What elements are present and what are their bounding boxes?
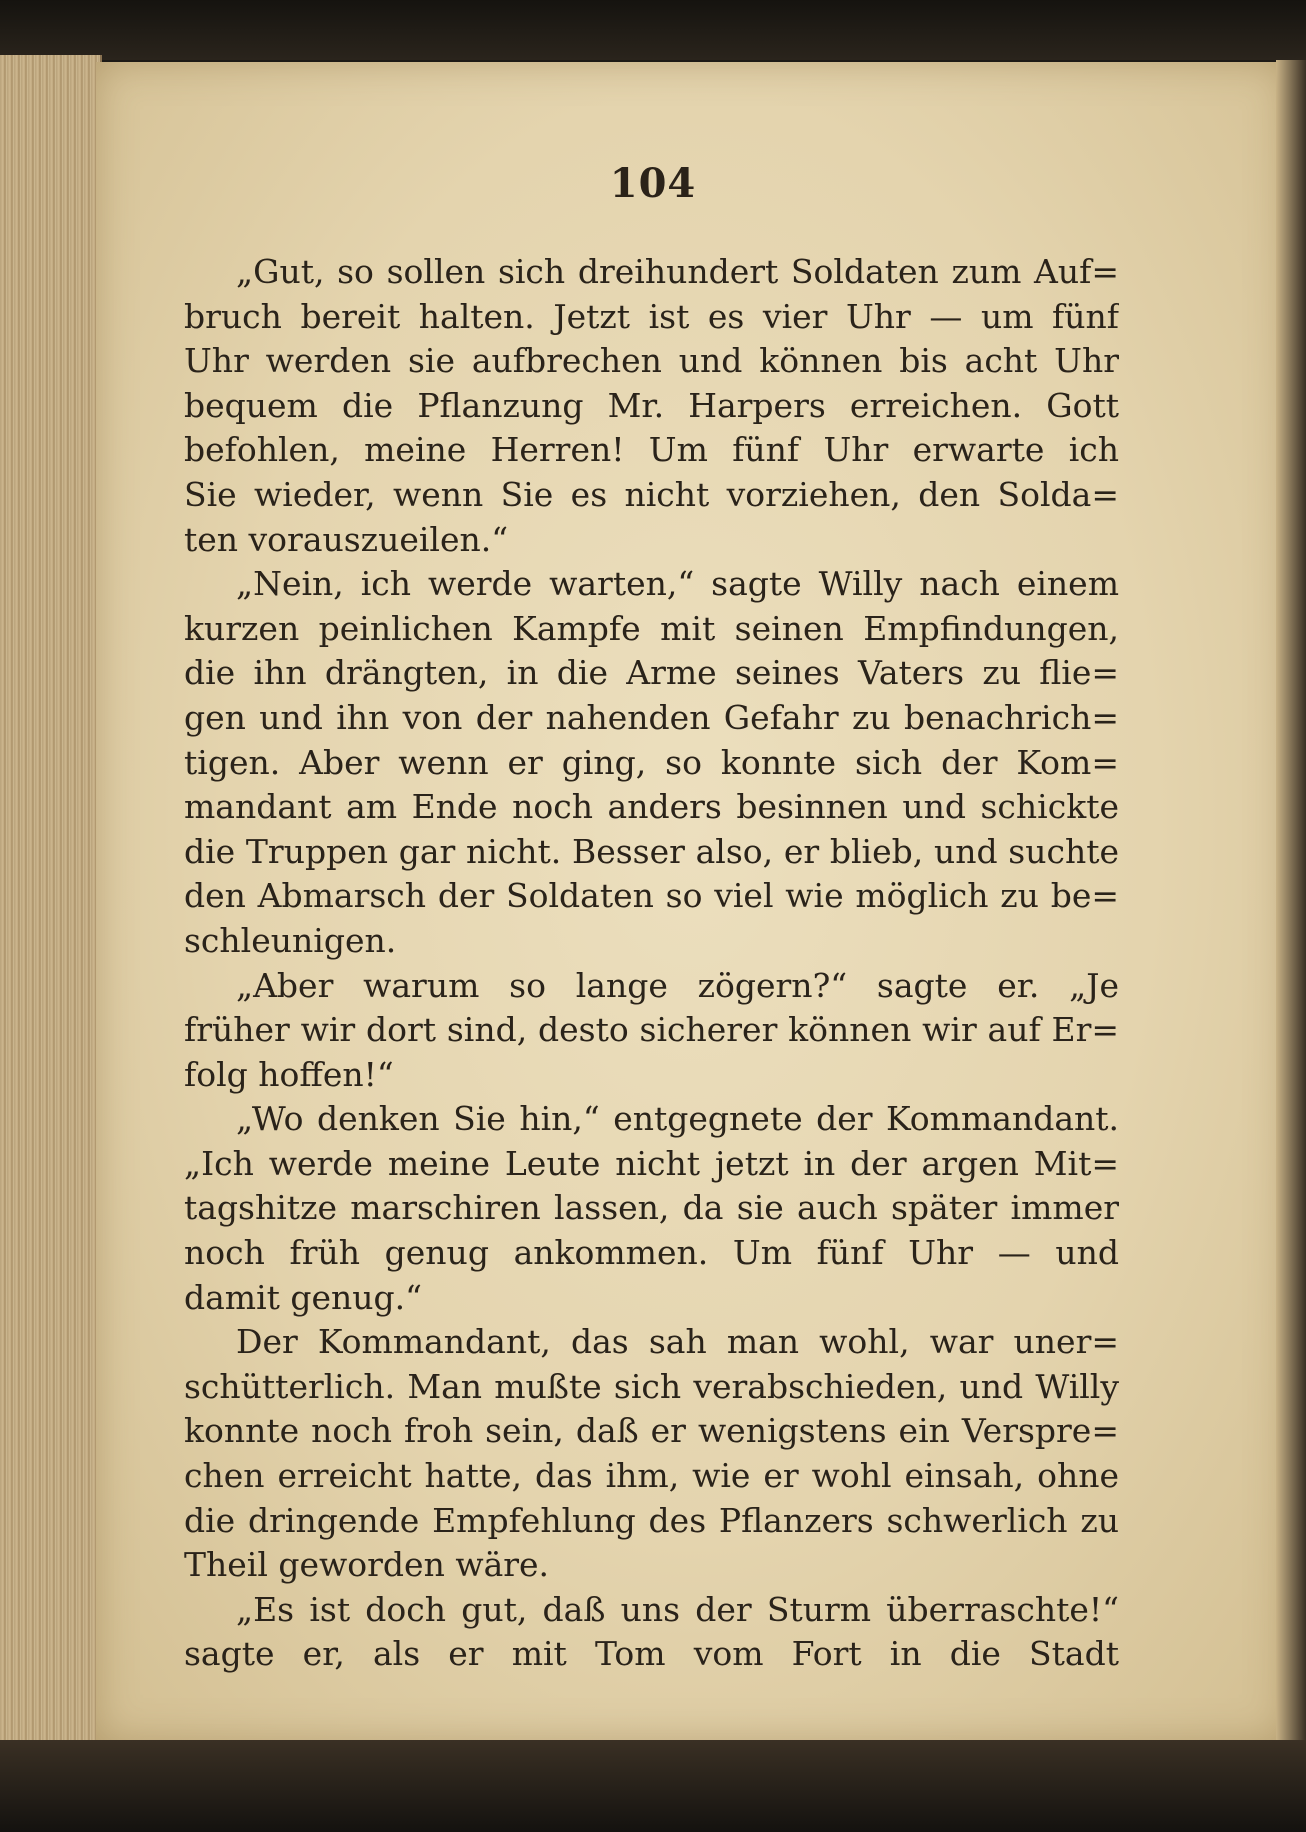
text-line: kurzen peinlichen Kampfe mit seinen Empfindungen,: [184, 608, 1119, 648]
book-page-edges-left: [0, 55, 102, 1745]
text-line: „Nein, ich werde warten,“ sagte Willy nach einem: [236, 564, 1119, 604]
text-line: „Aber warum so lange zögern?“ sagte er. „Je: [236, 965, 1119, 1005]
text-line: „Es ist doch gut, daß uns der Sturm überraschte!“: [236, 1589, 1119, 1629]
text-line: die ihn drängten, in die Arme seines Vaters zu flie=: [184, 653, 1119, 693]
text-line: bequem die Pflanzung Mr. Harpers erreichen. Gott: [184, 385, 1119, 425]
text-line: schütterlich. Man mußte sich verabschieden, und Willy: [184, 1366, 1119, 1406]
book-page-edge-right: [1276, 60, 1306, 1760]
book-cover-top-edge: [0, 0, 1306, 60]
text-line: chen erreicht hatte, das ihm, wie er wohl einsah, ohne: [184, 1456, 1119, 1496]
text-line: „Ich werde meine Leute nicht jetzt in der argen Mit=: [184, 1143, 1119, 1183]
text-line: tigen. Aber wenn er ging, so konnte sich der Kom=: [184, 742, 1119, 782]
body-text: [184, 250, 1119, 1677]
text-line: noch früh genug ankommen. Um fünf Uhr — und: [184, 1233, 1119, 1273]
text-line: den Abmarsch der Soldaten so viel wie möglich zu be=: [184, 876, 1119, 916]
text-line: die Truppen gar nicht. Besser also, er blieb, und suchte: [184, 831, 1119, 871]
page-number: 104: [609, 160, 697, 207]
text-line: Der Kommandant, das sah man wohl, war uner=: [236, 1322, 1119, 1362]
text-line: gen und ihn von der nahenden Gefahr zu benachrich=: [184, 697, 1119, 737]
text-line: früher wir dort sind, desto sicherer können wir auf Er=: [184, 1010, 1119, 1050]
text-line: Sie wieder, wenn Sie es nicht vorziehen, den Solda=: [184, 474, 1119, 514]
text-line: folg hoffen!“: [184, 1054, 394, 1094]
text-line: Theil geworden wäre.: [184, 1545, 550, 1585]
text-line: Uhr werden sie aufbrechen und können bis acht Uhr: [184, 341, 1119, 381]
text-line: konnte noch froh sein, daß er wenigstens ein Verspre=: [184, 1411, 1119, 1451]
text-line: mandant am Ende noch anders besinnen und schickte: [184, 787, 1119, 827]
text-line: „Wo denken Sie hin,“ entgegnete der Kommandant.: [236, 1099, 1119, 1139]
text-line: tagshitze marschiren lassen, da sie auch später immer: [184, 1188, 1119, 1228]
text-line: befohlen, meine Herren! Um fünf Uhr erwarte ich: [184, 430, 1119, 470]
text-line: ten vorauszueilen.“: [184, 519, 509, 559]
book-cover-bottom-edge: [0, 1740, 1306, 1832]
text-line: sagte er, als er mit Tom vom Fort in die Stadt: [184, 1634, 1119, 1674]
text-line: die dringende Empfehlung des Pflanzers schwerlich zu: [184, 1500, 1119, 1540]
text-line: damit genug.“: [184, 1277, 423, 1317]
text-line: schleunigen.: [184, 920, 397, 960]
text-line: „Gut, so sollen sich dreihundert Soldaten zum Auf=: [236, 252, 1119, 291]
text-line: bruch bereit halten. Jetzt ist es vier Uhr — um fünf: [184, 296, 1119, 336]
